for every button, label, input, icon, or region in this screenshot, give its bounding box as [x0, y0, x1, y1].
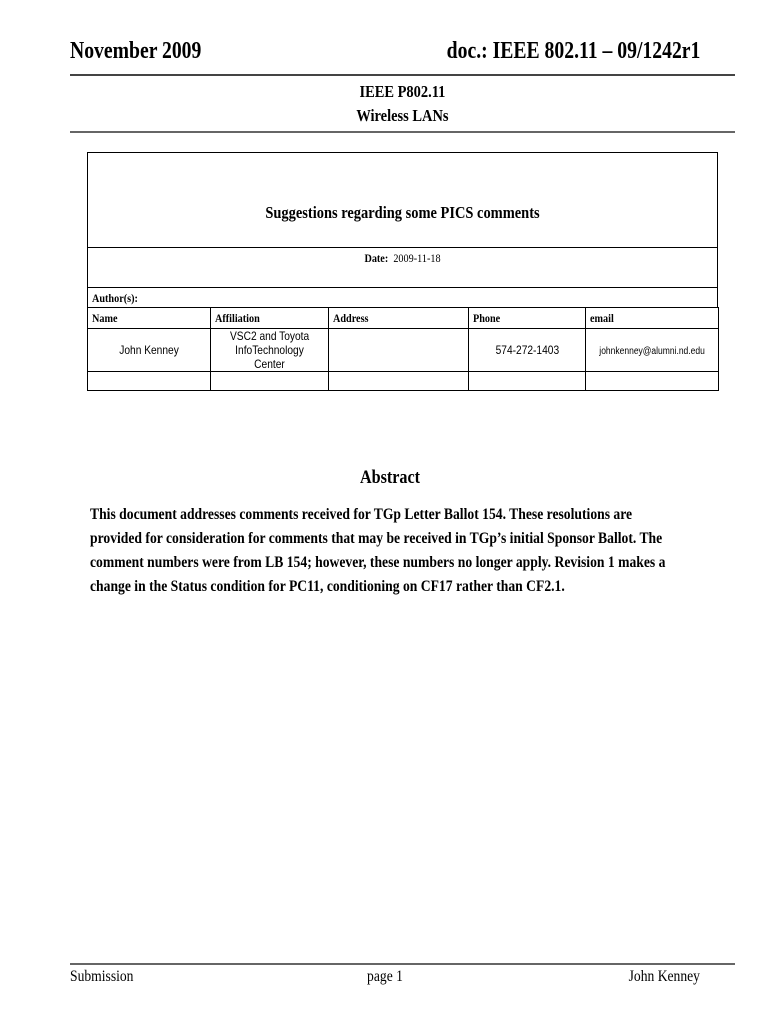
abstract-body: This document addresses comments received for TGp Letter Ballot 154. These resolutions are provided for consideration for comments that may be received in TGp’s initial Sponsor Ballot. The comment numbers were from LB 154; however, these numbers no longer apply. Revision 1 makes a change in the Status condition for PC11, conditioning on CF17 rather than CF2.1. [90, 506, 666, 595]
authors-label-row [87, 288, 718, 307]
author-name: John Kenney [88, 329, 211, 372]
footer-submission: Submission [70, 968, 134, 985]
footer-rule [70, 963, 735, 965]
authors-table [87, 307, 719, 391]
column-header-affiliation: Affiliation [211, 308, 329, 329]
org-line-2: Wireless LANs [356, 106, 449, 125]
footer-page-number: page 1 [367, 968, 403, 985]
column-header-name: Name [88, 308, 211, 329]
title-box [87, 152, 718, 288]
org-line-1: IEEE P802.11 [359, 82, 446, 101]
column-header-phone: Phone [469, 308, 586, 329]
author-phone: 574-272-1403 [469, 329, 586, 372]
table-row-empty [88, 372, 719, 391]
authors-label: Author(s): [92, 291, 138, 305]
table-row [88, 329, 719, 372]
author-email: johnkenney@alumni.nd.edu [586, 329, 719, 372]
date-label: Date: [364, 251, 389, 265]
authors-header-row [88, 308, 719, 329]
document-title: Suggestions regarding some PICS comments [265, 203, 540, 222]
abstract-title: Abstract [359, 467, 421, 488]
header-rule [70, 74, 735, 76]
date-value: 2009-11-18 [393, 251, 441, 265]
header-date: November 2009 [70, 38, 202, 64]
author-address [329, 329, 469, 372]
title-box-divider [88, 247, 717, 248]
column-header-email: email [586, 308, 719, 329]
header-doc-id: doc.: IEEE 802.11 – 09/1242r1 [446, 38, 700, 64]
org-rule [70, 131, 735, 133]
column-header-address: Address [329, 308, 469, 329]
date-line [135, 251, 670, 266]
author-affiliation: VSC2 and Toyota InfoTechnology Center [211, 329, 329, 372]
footer-author: John Kenney [628, 968, 700, 985]
org-heading [60, 80, 744, 128]
